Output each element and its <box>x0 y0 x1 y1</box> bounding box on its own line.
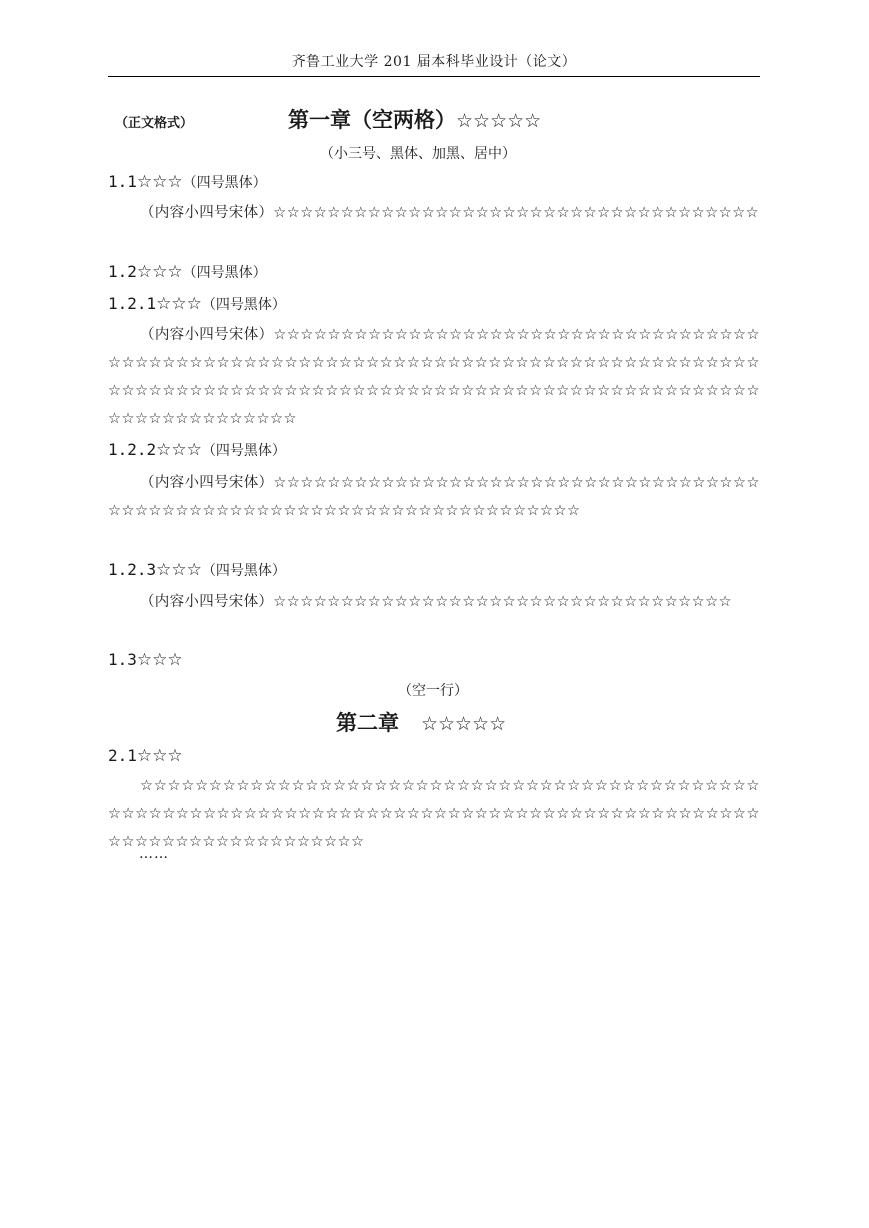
section-stars: ☆☆☆ <box>156 294 202 314</box>
section-number: 1.2.1 <box>108 294 157 313</box>
section-heading-1-2 <box>108 262 267 282</box>
paragraph-1-1 <box>108 199 760 227</box>
section-heading-1-1 <box>108 172 267 192</box>
section-number: 1.2.2 <box>108 440 157 459</box>
continuation-ellipsis: …… <box>139 846 169 862</box>
paragraph-stars: ☆☆☆☆☆☆☆☆☆☆☆☆☆☆☆☆☆☆☆☆☆☆☆☆☆☆☆☆☆☆☆☆☆☆☆☆☆☆☆☆☆☆☆☆☆☆☆☆☆☆☆☆☆☆☆☆☆☆☆☆☆☆☆☆☆☆☆☆☆☆☆☆☆☆☆☆☆☆☆☆☆☆☆☆☆☆☆☆☆☆☆☆☆☆☆☆☆☆☆☆☆☆☆☆☆☆☆☆☆☆☆☆☆☆☆☆☆☆☆☆☆☆☆☆☆☆☆☆☆☆☆☆☆☆☆☆☆☆☆☆☆☆☆☆☆☆ <box>108 327 760 427</box>
chapter-2-title-text: 第二章 <box>336 711 399 735</box>
section-stars: ☆☆☆ <box>136 262 183 282</box>
section-heading-2-1 <box>108 746 183 766</box>
section-format-note: （四号黑体） <box>201 297 286 313</box>
section-format-note: （四号黑体） <box>182 265 267 281</box>
section-format-note: （四号黑体） <box>201 563 286 579</box>
paragraph-stars: ☆☆☆☆☆☆☆☆☆☆☆☆☆☆☆☆☆☆☆☆☆☆☆☆☆☆☆☆☆☆☆☆☆☆☆☆☆☆☆☆☆☆☆☆☆☆☆☆☆☆☆☆☆☆☆☆☆☆☆☆☆☆☆☆☆☆☆☆☆☆☆ <box>108 475 760 519</box>
section-number: 1.2.3 <box>108 560 157 579</box>
section-stars: ☆☆☆ <box>136 650 183 670</box>
paragraph-1-2-1 <box>108 321 760 433</box>
paragraph-label: （内容小四号宋体） <box>140 205 274 221</box>
chapter-1-title-text: 第一章（空两格） <box>288 108 456 132</box>
page-header <box>108 48 760 77</box>
paragraph-stars: ☆☆☆☆☆☆☆☆☆☆☆☆☆☆☆☆☆☆☆☆☆☆☆☆☆☆☆☆☆☆☆☆☆☆☆☆ <box>273 205 760 221</box>
chapter-2-title <box>336 707 506 737</box>
section-format-note: （四号黑体） <box>182 175 267 191</box>
format-tag: （正文格式） <box>115 116 194 131</box>
paragraph-label: （内容小四号宋体） <box>140 327 274 343</box>
section-heading-1-3 <box>108 650 183 670</box>
section-stars: ☆☆☆ <box>136 746 183 766</box>
section-number: 1.3 <box>108 650 137 669</box>
paragraph-stars: ☆☆☆☆☆☆☆☆☆☆☆☆☆☆☆☆☆☆☆☆☆☆☆☆☆☆☆☆☆☆☆☆☆☆☆☆☆☆☆☆☆☆☆☆☆☆☆☆☆☆☆☆☆☆☆☆☆☆☆☆☆☆☆☆☆☆☆☆☆☆☆☆☆☆☆☆☆☆☆☆☆☆☆☆☆☆☆☆☆☆☆☆☆☆☆☆☆☆☆☆☆☆☆☆☆☆☆☆☆☆☆☆ <box>108 778 760 850</box>
header-text: 齐鲁工业大学 201 届本科毕业设计（论文） <box>291 54 577 70</box>
paragraph-stars: ☆☆☆☆☆☆☆☆☆☆☆☆☆☆☆☆☆☆☆☆☆☆☆☆☆☆☆☆☆☆☆☆☆☆ <box>273 594 733 610</box>
section-heading-1-2-1 <box>108 294 286 314</box>
section-number: 1.2 <box>108 262 137 281</box>
paragraph-label: （内容小四号宋体） <box>140 594 274 610</box>
chapter-1-format-note: （小三号、黑体、加黑、居中） <box>320 146 516 162</box>
chapter-1-title <box>288 104 541 134</box>
chapter-2-stars: ☆☆☆☆☆ <box>420 713 507 735</box>
section-number: 2.1 <box>108 746 137 765</box>
paragraph-1-2-2 <box>108 469 760 525</box>
section-number: 1.1 <box>108 172 137 191</box>
chapter-1-stars: ☆☆☆☆☆ <box>456 110 542 132</box>
paragraph-1-2-3 <box>108 588 760 616</box>
section-heading-1-2-3 <box>108 560 286 580</box>
paragraph-2-1 <box>108 772 760 856</box>
section-format-note: （四号黑体） <box>201 443 286 459</box>
blank-line-note: （空一行） <box>398 683 468 699</box>
section-heading-1-2-2 <box>108 440 286 460</box>
section-stars: ☆☆☆ <box>156 560 202 580</box>
section-stars: ☆☆☆ <box>156 440 202 460</box>
section-stars: ☆☆☆ <box>136 172 183 192</box>
paragraph-label: （内容小四号宋体） <box>140 475 274 491</box>
